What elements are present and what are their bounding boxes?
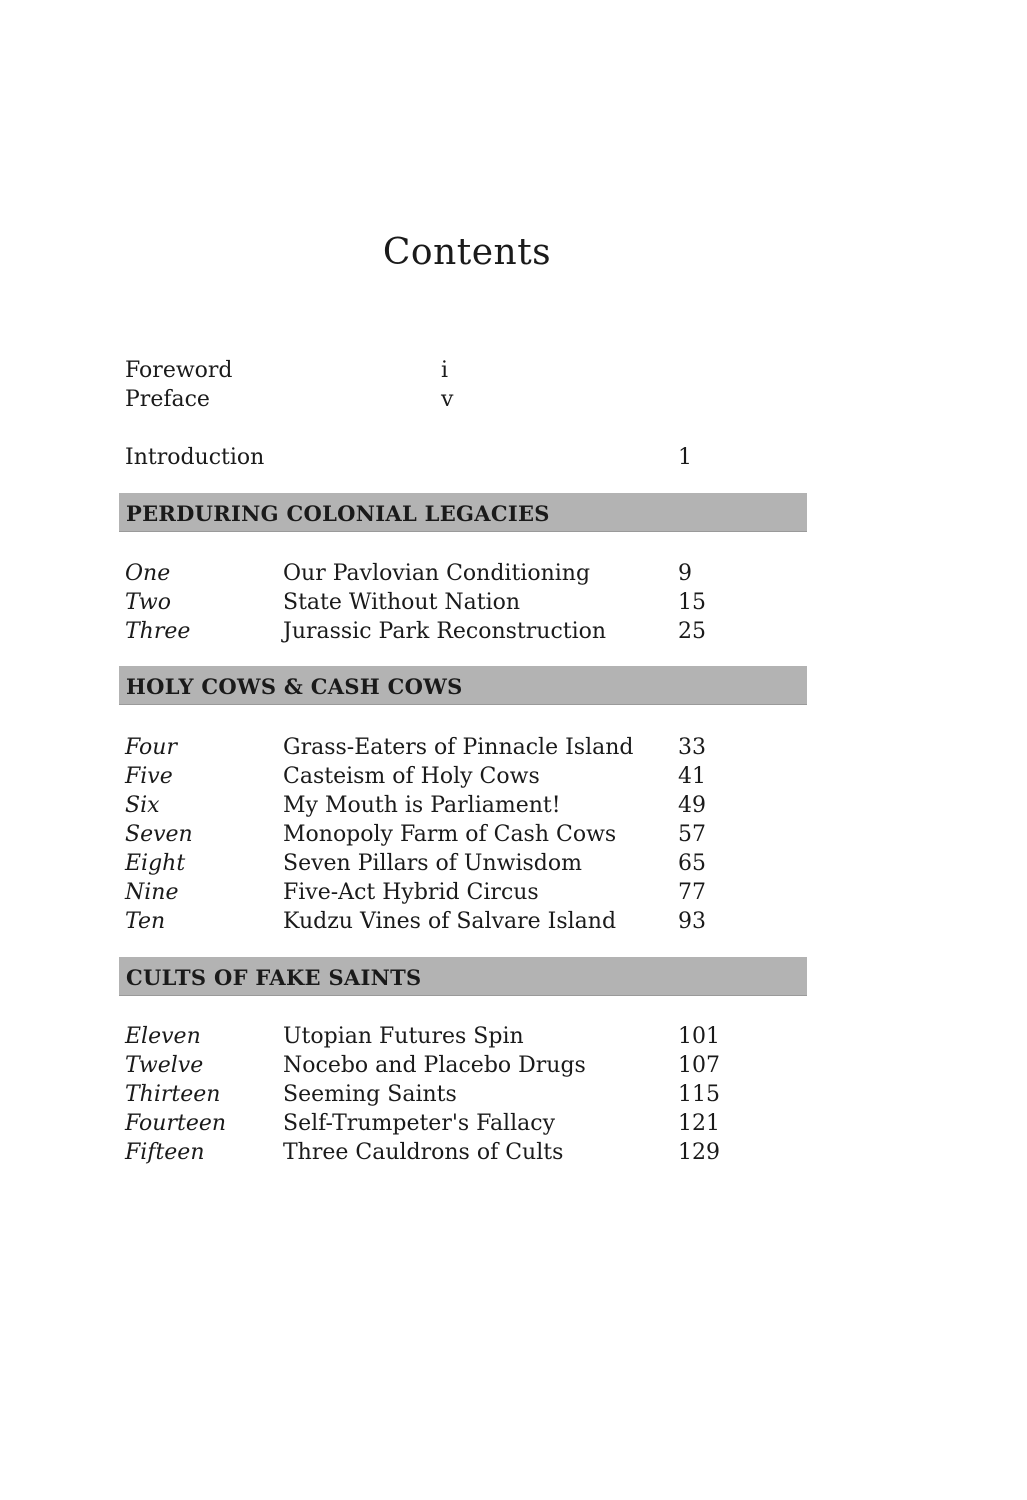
chapter-page: 41 [678, 764, 706, 789]
chapter-page: 33 [678, 735, 706, 760]
chapter-number: Ten [125, 909, 166, 934]
chapter-title: Utopian Futures Spin [283, 1024, 524, 1049]
entry-page: v [441, 387, 454, 412]
chapter-title: Self-Trumpeter's Fallacy [283, 1111, 555, 1136]
chapter-number: Seven [125, 822, 193, 847]
chapter-title: My Mouth is Parliament! [283, 793, 561, 818]
chapter-page: 107 [678, 1053, 720, 1078]
chapter-page: 121 [678, 1111, 720, 1136]
chapter-title: Nocebo and Placebo Drugs [283, 1053, 586, 1078]
chapter-number: Four [125, 735, 177, 760]
chapter-title: Five-Act Hybrid Circus [283, 880, 539, 905]
section-heading-text: HOLY COWS & CASH COWS [126, 674, 463, 699]
chapter-number: Six [125, 793, 160, 818]
chapter-page: 49 [678, 793, 706, 818]
chapter-number: Fifteen [125, 1140, 205, 1165]
entry-label: Preface [125, 387, 210, 412]
chapter-number: Three [125, 619, 191, 644]
chapter-title: Seven Pillars of Unwisdom [283, 851, 582, 876]
section-heading-text: CULTS OF FAKE SAINTS [126, 965, 422, 990]
chapter-title: State Without Nation [283, 590, 521, 615]
chapter-page: 25 [678, 619, 706, 644]
section-heading-text: PERDURING COLONIAL LEGACIES [126, 501, 550, 526]
chapter-page: 57 [678, 822, 706, 847]
section-heading [119, 666, 807, 705]
chapter-title: Grass-Eaters of Pinnacle Island [283, 735, 634, 760]
chapter-title: Kudzu Vines of Salvare Island [283, 909, 617, 934]
chapter-number: Five [125, 764, 173, 789]
chapter-title: Casteism of Holy Cows [283, 764, 540, 789]
entry-page: i [441, 358, 449, 383]
chapter-page: 15 [678, 590, 706, 615]
chapter-number: Fourteen [125, 1111, 227, 1136]
chapter-page: 65 [678, 851, 706, 876]
chapter-page: 115 [678, 1082, 720, 1107]
chapter-title: Monopoly Farm of Cash Cows [283, 822, 617, 847]
chapter-title: Seeming Saints [283, 1082, 457, 1107]
entry-label: Introduction [125, 445, 265, 470]
page-title: Contents [382, 232, 552, 273]
chapter-title: Three Cauldrons of Cults [283, 1140, 564, 1165]
chapter-page: 9 [678, 561, 692, 586]
chapter-title: Jurassic Park Reconstruction [283, 619, 607, 644]
chapter-page: 93 [678, 909, 706, 934]
entry-page: 1 [678, 445, 692, 470]
section-heading [119, 493, 807, 532]
chapter-number: Twelve [125, 1053, 204, 1078]
chapter-page: 77 [678, 880, 706, 905]
chapter-page: 101 [678, 1024, 720, 1049]
chapter-number: Thirteen [125, 1082, 221, 1107]
section-heading [119, 957, 807, 996]
chapter-number: One [125, 561, 171, 586]
chapter-title: Our Pavlovian Conditioning [283, 561, 591, 586]
chapter-number: Eleven [125, 1024, 201, 1049]
chapter-number: Eight [125, 851, 186, 876]
chapter-page: 129 [678, 1140, 720, 1165]
entry-label: Foreword [125, 358, 233, 383]
chapter-number: Two [125, 590, 171, 615]
chapter-number: Nine [125, 880, 179, 905]
